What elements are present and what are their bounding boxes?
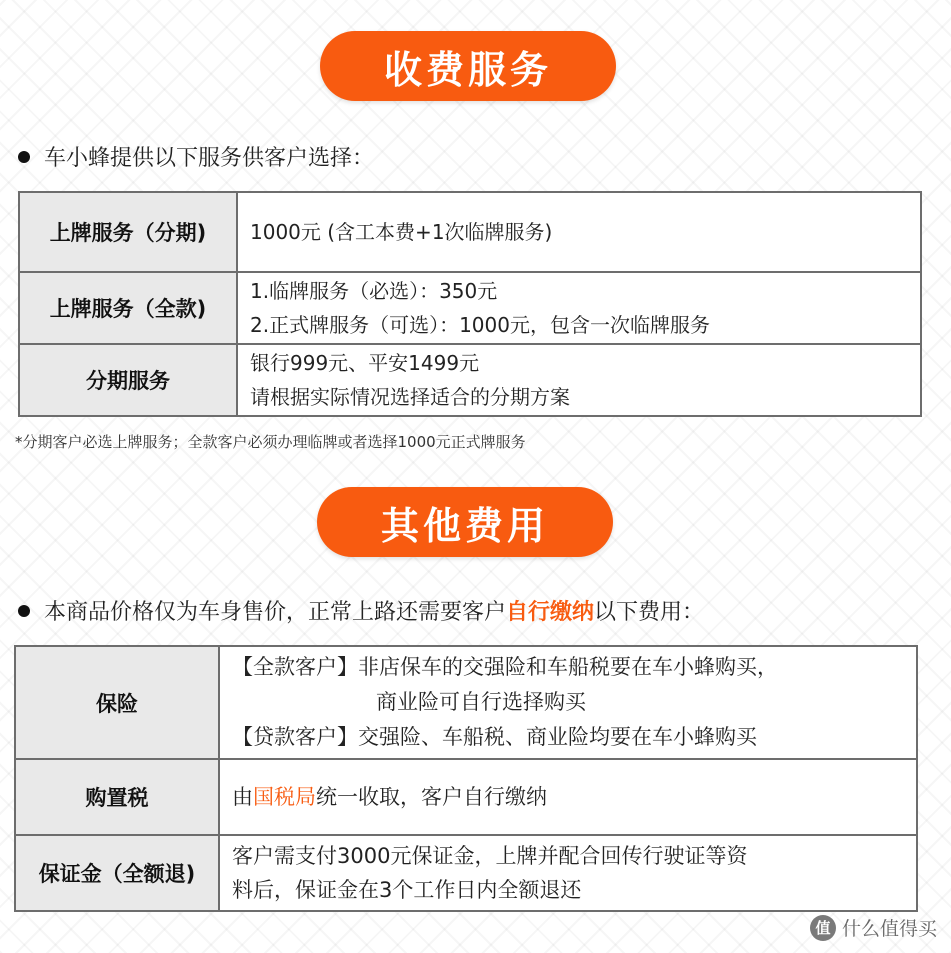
row-value (219, 646, 917, 759)
section2-intro-highlight: 自行缴纳 (506, 600, 595, 625)
table-row (15, 646, 917, 759)
row-value-line: 银行999元、平安1499元 (250, 351, 480, 375)
bullet-icon (18, 151, 30, 163)
row-value (219, 835, 917, 911)
tax-before: 由 (232, 785, 253, 809)
row-value (219, 759, 917, 835)
section-title-other-fees: 其他费用 (317, 487, 613, 557)
row-value-line: 客户需支付3000元保证金，上牌并配合回传行驶证等资 (232, 844, 748, 868)
row-label: 购置税 (15, 759, 219, 835)
row-value-line: 请根据实际情况选择适合的分期方案 (250, 385, 570, 409)
row-value-line: 1.临牌服务（必选）：350元 (250, 279, 498, 303)
paid-services-table (18, 191, 922, 417)
watermark (810, 914, 937, 941)
row-value (237, 192, 921, 272)
section1-intro-text: 车小蜂提供以下服务供客户选择： (44, 146, 375, 171)
other-fees-table (14, 645, 918, 912)
row-value-line: 【全款客户】非店保车的交强险和车船税要在车小蜂购买， (232, 655, 778, 679)
row-label: 上牌服务（分期) (19, 192, 237, 272)
tax-after: 统一收取，客户自行缴纳 (316, 785, 547, 809)
row-label: 分期服务 (19, 344, 237, 416)
section1-intro (18, 141, 374, 172)
zhi-logo-icon: 值 (810, 915, 836, 941)
row-label: 保险 (15, 646, 219, 759)
section2-intro-before: 本商品价格仅为车身售价，正常上路还需要客户 (44, 600, 507, 625)
table-row (15, 759, 917, 835)
section2-intro (18, 595, 704, 626)
row-value (237, 344, 921, 416)
table-row (19, 272, 921, 344)
row-label: 保证金（全额退) (15, 835, 219, 911)
bullet-icon (18, 605, 30, 617)
row-value-line: 商业险可自行选择购买 (376, 690, 586, 714)
row-value-line: 【贷款客户】交强险、车船税、商业险均要在车小蜂购买 (232, 725, 757, 749)
row-value-line: 2.正式牌服务（可选）：1000元，包含一次临牌服务 (250, 313, 710, 337)
row-value-line: 1000元 (含工本费+1次临牌服务) (250, 220, 553, 244)
table-row (19, 344, 921, 416)
table-row (15, 835, 917, 911)
row-value-line: 料后，保证金在3个工作日内全额退还 (232, 878, 582, 902)
section2-intro-after: 以下费用： (594, 600, 705, 625)
tax-highlight: 国税局 (253, 785, 316, 809)
footnote: *分期客户必选上牌服务；全款客户必须办理临牌或者选择1000元正式牌服务 (15, 433, 526, 451)
section-title-paid-services: 收费服务 (320, 31, 616, 101)
row-label: 上牌服务（全款) (19, 272, 237, 344)
row-value (237, 272, 921, 344)
watermark-text: 什么值得买 (841, 918, 937, 940)
table-row (19, 192, 921, 272)
